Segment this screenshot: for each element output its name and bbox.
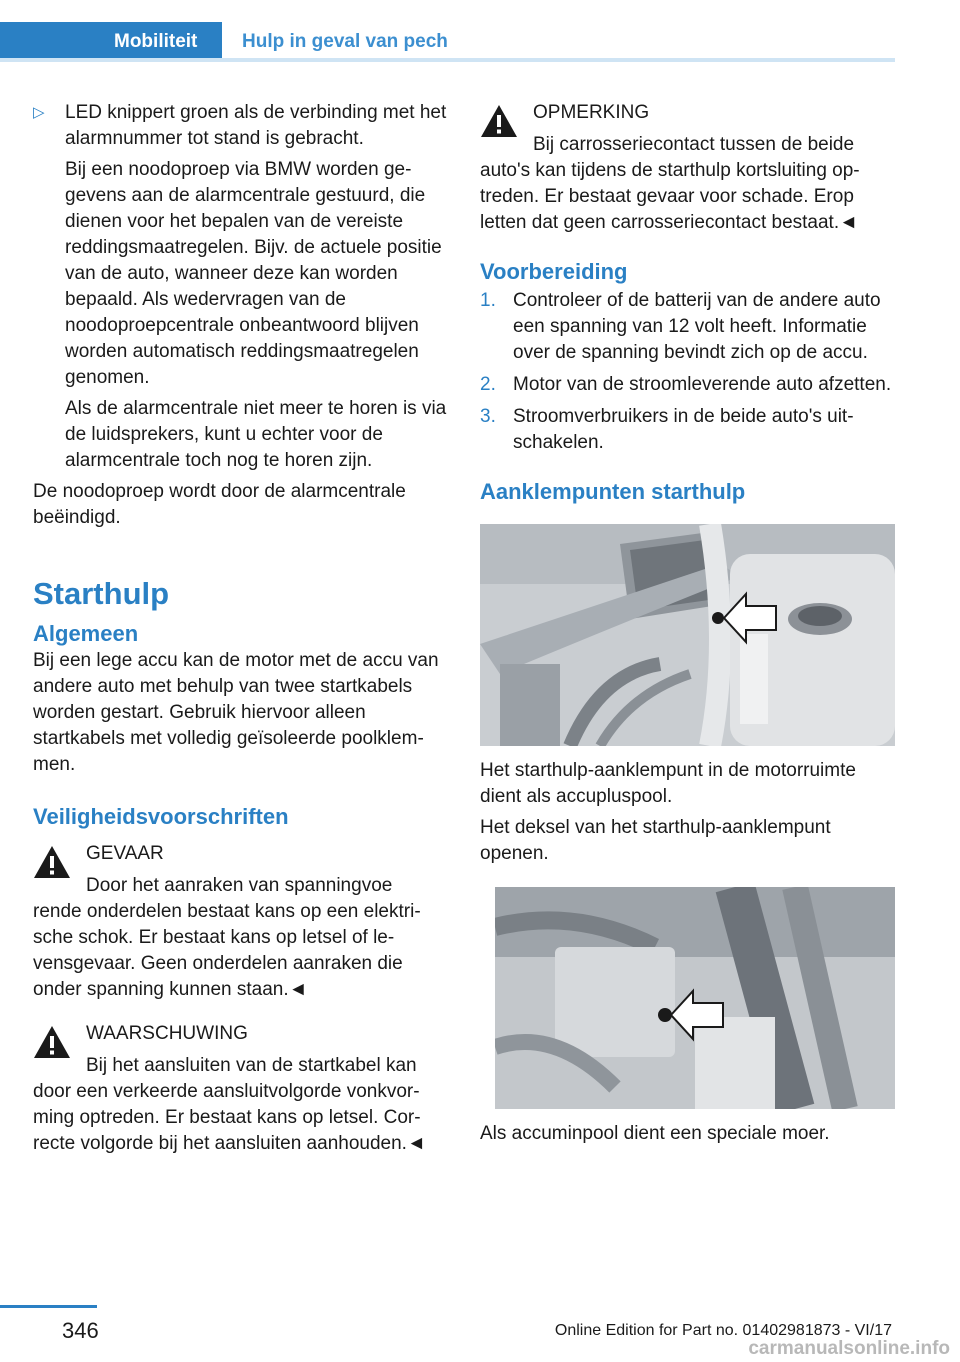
page-number: 346 (62, 1318, 99, 1343)
warning-triangle-icon (33, 1025, 71, 1059)
footer-rule (0, 1305, 97, 1308)
note-text: Bij carrosseriecontact tussen de beide (533, 134, 855, 155)
indented-paragraph: Bij een noodoproep via BMW worden gegevens aan de alarmcentrale gestuurd, die dienen voor het bepalen van de vereiste reddingsmaatregelen. Bijv. de actuele positie van de auto, wanneer deze kan worden bepaald. Als wedervragen van de noodoproepcentrale onbeantwoord blijven worden automatisch reddingsmaatregelen genomen. (65, 159, 442, 388)
header-underline (0, 58, 895, 62)
bullet-text: LED knippert groen als de verbinding met het alarmnummer tot stand is gebracht. (65, 102, 447, 149)
warning-text: rende onderdelen bestaat kans op een elektrische schok. Er bestaat kans op letsel of levensgevaar. Geen onderdelen aanraken die onder spanning kunnen staan.◄ (33, 901, 421, 1000)
figure-caption: Als accuminpool dient een speciale moer. (480, 1123, 830, 1144)
subsection-title: Algemeen (33, 621, 139, 646)
right-column (480, 100, 895, 1147)
bullet-item (33, 100, 448, 152)
warning-title: WAARSCHUWING (86, 1023, 248, 1044)
step-number: 2. (480, 374, 496, 395)
page-header (0, 0, 895, 62)
note-text: auto's kan tijdens de starthulp kortsluiting optreden. Er bestaat gevaar voor schade. Erop letten dat geen carrosseriecontact bestaat.◄ (480, 160, 860, 233)
edition-note: Online Edition for Part no. 01402981873 - VI/17 (554, 1322, 892, 1339)
warning-block (33, 1021, 448, 1157)
figure-caption: Het deksel van het starthulp-aanklempunt openen. (480, 817, 831, 864)
warning-triangle-icon (480, 104, 518, 138)
engine-bay-negative-terminal-image (495, 887, 895, 1109)
list-item (480, 288, 895, 366)
list-item (480, 372, 895, 398)
figure-caption: Het starthulp-aanklempunt in de motorruimte dient als accupluspool. (480, 760, 856, 807)
paragraph: Bij een lege accu kan de motor met de accu van andere auto met behulp van twee startkabels worden gestart. Gebruik hiervoor alleen startkabels met volledig geïsoleerde poolklemmen. (33, 650, 439, 775)
list-item (480, 404, 895, 456)
step-text: Stroomverbruikers in de beide auto's uitschakelen. (513, 406, 854, 453)
warning-triangle-icon (33, 845, 71, 879)
subsection-title: Aanklempunten starthulp (480, 479, 746, 504)
triangle-bullet-icon: ▷ (33, 104, 45, 121)
warning-text: Bij het aansluiten van de startkabel kan (86, 1055, 417, 1076)
note-title: OPMERKING (533, 102, 650, 123)
warning-block (33, 841, 448, 1003)
step-number: 3. (480, 406, 496, 427)
subsection-title: Veiligheidsvoorschriften (33, 804, 289, 829)
engine-bay-positive-terminal-image (480, 524, 895, 746)
warning-text: Door het aanraken van spanningvoe (86, 875, 393, 896)
step-text: Motor van de stroomleverende auto afzetten. (513, 374, 892, 395)
note-block (480, 100, 895, 236)
tab-hulp-in-geval-van-pech[interactable]: Hulp in geval van pech (242, 31, 448, 52)
indented-paragraph: Als de alarmcentrale niet meer te horen is via de luidsprekers, kunt u echter voor de alarmcentrale toch nog te horen zijn. (65, 398, 447, 471)
step-text: Controleer of de batterij van de andere auto een spanning van 12 volt heeft. Informatie over de spanning bevindt zich op de accu. (513, 290, 881, 363)
watermark: carmanualsonline.info (748, 1338, 950, 1359)
warning-text: door een verkeerde aansluitvolgorde vonkvorming optreden. Er bestaat kans op letsel. Correcte volgorde bij het aansluiten aanhouden.◄ (33, 1081, 426, 1154)
tab-mobiliteit[interactable]: Mobiliteit (0, 22, 222, 62)
paragraph: De noodoproep wordt door de alarmcentrale beëindigd. (33, 481, 406, 528)
subsection-title: Voorbereiding (480, 259, 628, 284)
warning-title: GEVAAR (86, 843, 164, 864)
section-title: Starthulp (33, 576, 170, 611)
step-number: 1. (480, 290, 496, 311)
left-column (33, 100, 448, 1157)
